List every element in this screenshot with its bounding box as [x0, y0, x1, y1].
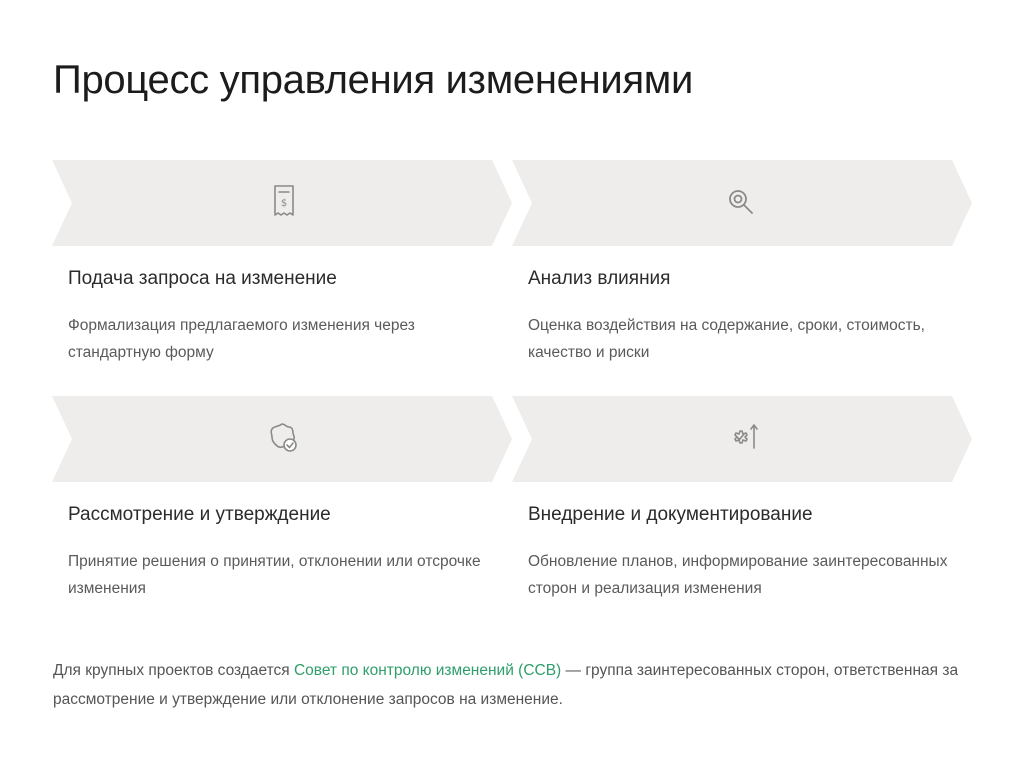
step-banner: [512, 396, 972, 482]
step-implementation: [512, 396, 972, 597]
slide-title: Процесс управления изменениями: [53, 58, 694, 102]
step-description: Обновление планов, информирование заинтересованных сторон и реализация изменения: [528, 553, 948, 597]
step-title: Анализ влияния: [528, 268, 671, 289]
step-submit-request: [52, 160, 512, 361]
footer-note: [53, 656, 963, 714]
svg-text:$: $: [280, 198, 288, 209]
step-description: Принятие решения о принятии, отклонении или отсрочке изменения: [68, 553, 481, 597]
step-banner: [52, 396, 512, 482]
magnifier-icon: [722, 182, 762, 222]
step-description: Оценка воздействия на содержание, сроки, стоимость, качество и риски: [528, 317, 925, 361]
step-impact-analysis: [512, 160, 972, 361]
gear-check-arrow-icon: [724, 418, 764, 458]
ccb-link[interactable]: Совет по контролю изменений (ССВ): [293, 662, 562, 679]
step-banner: [512, 160, 972, 246]
step-review-approval: [52, 396, 512, 597]
step-banner: [52, 160, 512, 246]
step-title: Подача запроса на изменение: [68, 268, 337, 289]
step-description: Формализация предлагаемого изменения через стандартную форму: [68, 317, 415, 361]
footer-text-before: Для крупных проектов создается: [53, 662, 294, 679]
step-title: Внедрение и документирование: [528, 504, 813, 525]
step-title: Рассмотрение и утверждение: [68, 504, 331, 525]
footer-text-after: — группа заинтересованных сторон, ответственная за рассмотрение и утверждение или отклонение запросов на изменение.: [53, 662, 959, 708]
badge-check-icon: [264, 418, 304, 458]
receipt-dollar-icon: [264, 182, 304, 222]
